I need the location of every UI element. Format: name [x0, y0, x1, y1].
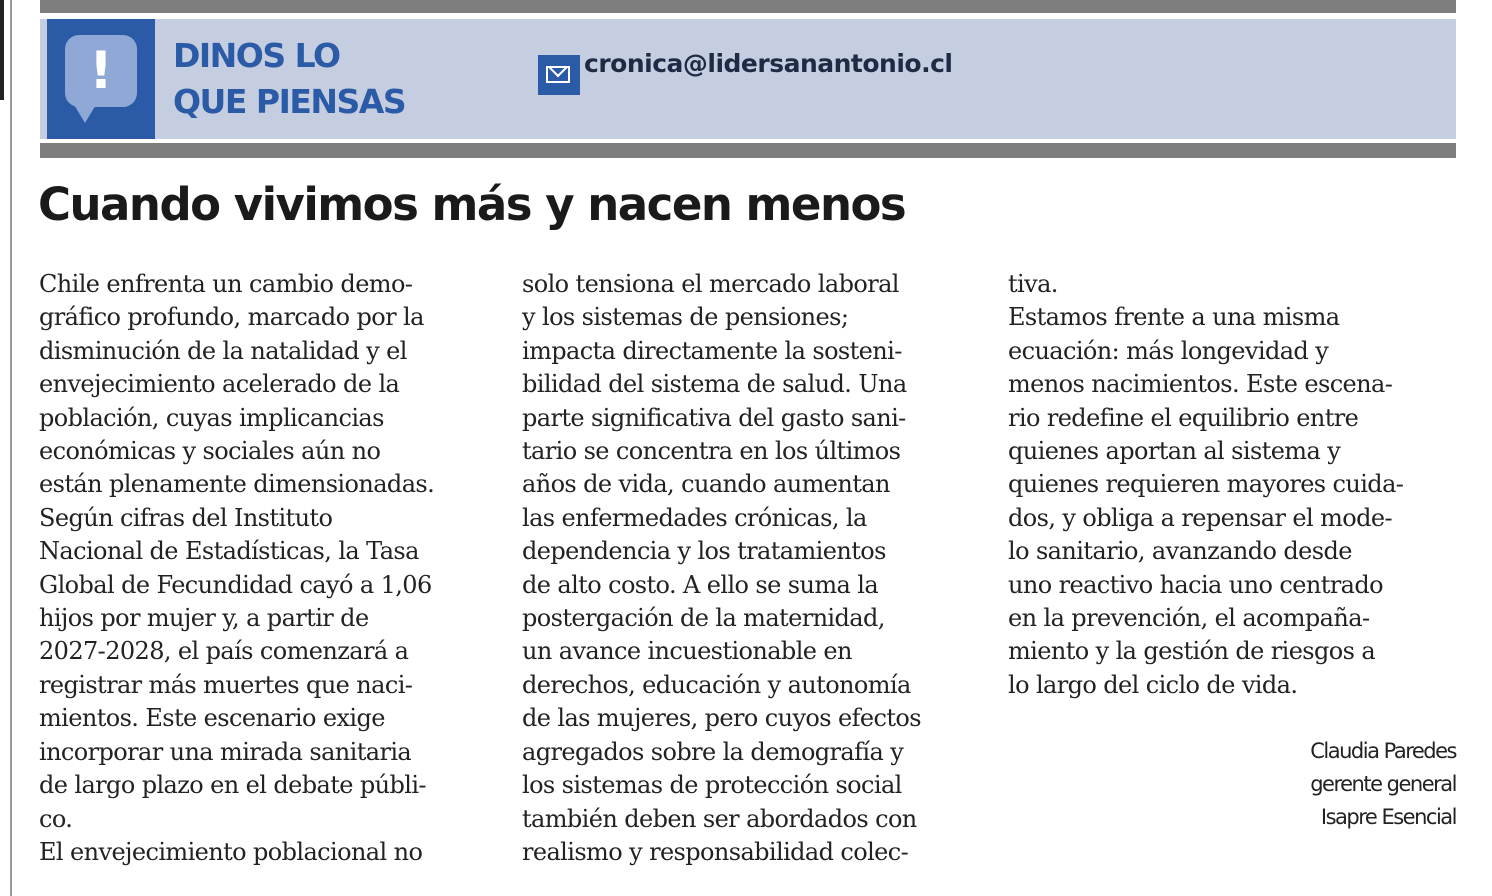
text-line: tiva.	[1008, 270, 1058, 298]
text-line: co.	[39, 804, 73, 833]
text-line: envejecimiento acelerado de la	[39, 370, 400, 399]
text-line: están plenamente dimensionadas.	[39, 470, 435, 499]
text-line: de alto costo. A ello se suma la	[522, 570, 879, 599]
banner-title-line-2: QUE PIENSAS	[173, 82, 406, 121]
text-line: realismo y responsabilidad colec-	[522, 837, 909, 866]
text-line: tario se concentra en los últimos	[522, 437, 901, 466]
author-role: gerente general	[1310, 772, 1456, 796]
text-line: quienes requieren mayores cuida-	[1008, 470, 1404, 499]
section-bottom-bar	[40, 143, 1456, 158]
text-line: rio redefine el equilibrio entre	[1008, 403, 1359, 432]
text-line: un avance incuestionable en	[522, 637, 852, 666]
text-line: impacta directamente la sosteni-	[522, 336, 902, 365]
text-line: dependencia y los tratamientos	[522, 537, 886, 566]
text-line: en la prevención, el acompaña-	[1008, 604, 1370, 633]
text-line: 2027-2028, el país comenzará a	[39, 637, 409, 666]
text-line: Según cifras del Instituto	[39, 503, 333, 532]
text-line: parte significativa del gasto sani-	[522, 403, 906, 432]
text-line: Chile enfrenta un cambio demo-	[39, 270, 413, 298]
author-company: Isapre Esencial	[1320, 805, 1456, 829]
text-line: y los sistemas de pensiones;	[522, 303, 849, 332]
text-line: los sistemas de protección social	[522, 771, 902, 800]
text-line: de largo plazo en el debate públi-	[39, 771, 426, 800]
text-line: lo sanitario, avanzando desde	[1008, 537, 1352, 566]
author-signature	[1310, 735, 1456, 834]
article-headline: Cuando vivimos más y nacen menos	[38, 178, 906, 231]
envelope-outline	[546, 66, 570, 83]
text-line: El envejecimiento poblacional no	[39, 837, 423, 866]
author-name: Claudia Paredes	[1310, 739, 1456, 763]
text-line: también deben ser abordados con	[522, 804, 917, 833]
text-line: agregados sobre la demografía y	[522, 737, 904, 766]
banner-title-line-1: DINOS LO	[173, 36, 340, 75]
text-line: lo largo del ciclo de vida.	[1008, 670, 1298, 699]
text-line: incorporar una mirada sanitaria	[39, 737, 412, 766]
exclamation-mark: !	[89, 41, 113, 101]
contact-email[interactable]: cronica@lidersanantonio.cl	[584, 49, 953, 78]
banner-icon-box	[47, 19, 155, 139]
text-line: años de vida, cuando aumentan	[522, 470, 890, 499]
text-line: postergación de la maternidad,	[522, 604, 885, 633]
text-line: dos, y obliga a repensar el mode-	[1008, 503, 1392, 532]
banner-title	[173, 33, 405, 125]
section-top-bar	[40, 0, 1456, 13]
text-line: bilidad del sistema de salud. Una	[522, 370, 907, 399]
text-line: población, cuyas implicancias	[39, 403, 384, 432]
article-column-3	[1008, 268, 1458, 702]
text-line: de las mujeres, pero cuyos efectos	[522, 704, 921, 733]
text-line: las enfermedades crónicas, la	[522, 503, 867, 532]
page-edge-mark	[0, 0, 4, 100]
text-line: económicas y sociales aún no	[39, 437, 381, 466]
page-margin-line	[10, 0, 12, 896]
text-line: miento y la gestión de riesgos a	[1008, 637, 1376, 666]
text-line: uno reactivo hacia uno centrado	[1008, 570, 1383, 599]
text-line: mientos. Este escenario exige	[39, 704, 385, 733]
text-line: ecuación: más longevidad y	[1008, 336, 1329, 365]
text-line: Global de Fecundidad cayó a 1,06	[39, 570, 432, 599]
text-line: Nacional de Estadísticas, la Tasa	[39, 537, 419, 566]
text-line: solo tensiona el mercado laboral	[522, 270, 899, 298]
text-line: menos nacimientos. Este escena-	[1008, 370, 1393, 399]
article-column-1	[39, 268, 499, 869]
envelope-flap	[547, 66, 570, 77]
text-line: Estamos frente a una misma	[1008, 303, 1340, 332]
text-line: derechos, educación y autonomía	[522, 670, 911, 699]
envelope-icon	[538, 55, 580, 95]
text-line: gráfico profundo, marcado por la	[39, 303, 424, 332]
text-line: disminución de la natalidad y el	[39, 336, 407, 365]
article-column-2	[522, 268, 992, 869]
opinion-banner	[40, 19, 1456, 139]
text-line: registrar más muertes que naci-	[39, 670, 413, 699]
text-line: hijos por mujer y, a partir de	[39, 604, 369, 633]
text-line: quienes aportan al sistema y	[1008, 437, 1341, 466]
